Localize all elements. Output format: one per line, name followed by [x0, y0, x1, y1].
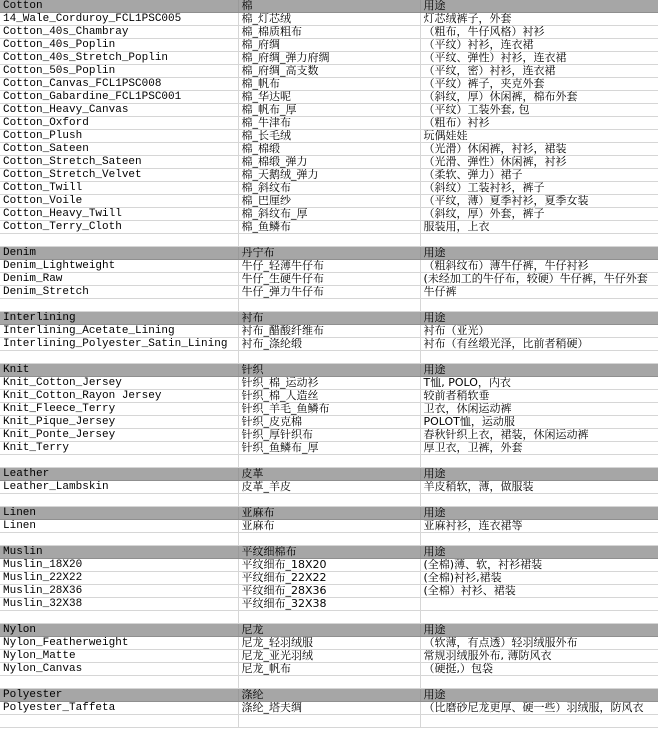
- empty-cell[interactable]: [238, 715, 420, 728]
- cell-english-name[interactable]: Knit_Pique_Jersey: [0, 416, 238, 429]
- cell-use[interactable]: （光滑）休闲裤，衬衫，裙装: [420, 143, 658, 156]
- cell-chinese-name[interactable]: 针织_皮克棉: [238, 416, 420, 429]
- section-header-row: [0, 689, 658, 702]
- section-name-en[interactable]: Linen: [0, 507, 238, 520]
- cell-chinese-name[interactable]: 针织_羊毛_鱼鳞布: [238, 403, 420, 416]
- table-row: [0, 429, 658, 442]
- cell-use[interactable]: （平纹）衬衫，连衣裙: [420, 39, 658, 52]
- cell-english-name[interactable]: Linen: [0, 520, 238, 533]
- empty-cell[interactable]: [238, 533, 420, 546]
- section-name-en[interactable]: Leather: [0, 468, 238, 481]
- table-row: [0, 598, 658, 611]
- table-row: [0, 663, 658, 676]
- section-use-header[interactable]: 用途: [420, 689, 658, 702]
- cell-english-name[interactable]: Knit_Cotton_Rayon Jersey: [0, 390, 238, 403]
- table-row: [0, 208, 658, 221]
- empty-cell[interactable]: [238, 494, 420, 507]
- cell-chinese-name[interactable]: 棉_天鹅绒_弹力: [238, 169, 420, 182]
- table-row: [0, 481, 658, 494]
- cell-use[interactable]: [420, 598, 658, 611]
- cell-use[interactable]: (全棉）衬衫、裙装: [420, 585, 658, 598]
- cell-english-name[interactable]: Cotton_Heavy_Twill: [0, 208, 238, 221]
- table-row: [0, 637, 658, 650]
- table-row: [0, 520, 658, 533]
- section-use-header[interactable]: 用途: [420, 468, 658, 481]
- empty-cell[interactable]: [238, 455, 420, 468]
- section-name-zh[interactable]: 衬布: [238, 312, 420, 325]
- empty-cell[interactable]: [420, 234, 658, 247]
- cell-english-name[interactable]: Knit_Terry: [0, 442, 238, 455]
- cell-english-name[interactable]: Cotton_Terry_Cloth: [0, 221, 238, 234]
- cell-english-name[interactable]: Denim_Raw: [0, 273, 238, 286]
- table-row: [0, 585, 658, 598]
- cell-english-name[interactable]: Cotton_Heavy_Canvas: [0, 104, 238, 117]
- cell-chinese-name[interactable]: 尼龙_帆布: [238, 663, 420, 676]
- cell-chinese-name[interactable]: 针织_棉_运动衫: [238, 377, 420, 390]
- table-row: [0, 52, 658, 65]
- empty-cell[interactable]: [420, 611, 658, 624]
- cell-chinese-name[interactable]: 棉_长毛绒: [238, 130, 420, 143]
- cell-use[interactable]: （粗布，牛仔风格）衬衫: [420, 26, 658, 39]
- cell-chinese-name[interactable]: 平纹细布_28X36: [238, 585, 420, 598]
- cell-chinese-name[interactable]: 尼龙_轻羽绒服: [238, 637, 420, 650]
- spacer-row: [0, 455, 658, 468]
- cell-english-name[interactable]: Knit_Cotton_Jersey: [0, 377, 238, 390]
- empty-cell[interactable]: [420, 715, 658, 728]
- cell-use[interactable]: (全棉)衬衫,裙装: [420, 572, 658, 585]
- cell-chinese-name[interactable]: 衬布_涤纶缎: [238, 338, 420, 351]
- cell-use[interactable]: 厚卫衣，卫裤，外套: [420, 442, 658, 455]
- table-row: [0, 78, 658, 91]
- section-name-en[interactable]: Nylon: [0, 624, 238, 637]
- cell-chinese-name[interactable]: 棉_巴厘纱: [238, 195, 420, 208]
- spacer-row: [0, 299, 658, 312]
- cell-english-name[interactable]: Cotton_Gabardine_FCL1PSC001: [0, 91, 238, 104]
- cell-english-name[interactable]: Knit_Ponte_Jersey: [0, 429, 238, 442]
- cell-use[interactable]: （软薄，有点透）轻羽绒服外布: [420, 637, 658, 650]
- spacer-row: [0, 351, 658, 364]
- cell-english-name[interactable]: Cotton_40s_Poplin: [0, 39, 238, 52]
- cell-chinese-name[interactable]: 棉_斜纹布: [238, 182, 420, 195]
- cell-english-name[interactable]: Muslin_32X38: [0, 598, 238, 611]
- table-row: [0, 26, 658, 39]
- empty-cell[interactable]: [0, 715, 238, 728]
- cell-chinese-name[interactable]: 皮革_羊皮: [238, 481, 420, 494]
- table-row: [0, 702, 658, 715]
- section-name-en[interactable]: Knit: [0, 364, 238, 377]
- cell-english-name[interactable]: Denim_Lightweight: [0, 260, 238, 273]
- table-row: [0, 442, 658, 455]
- section-use-header[interactable]: 用途: [420, 364, 658, 377]
- table-row: [0, 377, 658, 390]
- cell-chinese-name[interactable]: 针织_鱼鳞布_厚: [238, 442, 420, 455]
- cell-use[interactable]: （斜纹）工装衬衫，裤子: [420, 182, 658, 195]
- cell-use[interactable]: （平纹）工装外套, 包: [420, 104, 658, 117]
- empty-cell[interactable]: [238, 676, 420, 689]
- section-name-zh[interactable]: 棉: [238, 0, 420, 13]
- section-use-header[interactable]: 用途: [420, 312, 658, 325]
- cell-english-name[interactable]: Interlining_Acetate_Lining: [0, 325, 238, 338]
- cell-english-name[interactable]: Cotton_40s_Stretch_Poplin: [0, 52, 238, 65]
- cell-chinese-name[interactable]: 针织_厚针织布: [238, 429, 420, 442]
- table-row: [0, 390, 658, 403]
- table-row: [0, 169, 658, 182]
- cell-chinese-name[interactable]: 棉_棉缎_弹力: [238, 156, 420, 169]
- table-row: [0, 65, 658, 78]
- cell-chinese-name[interactable]: 平纹细布_18X20: [238, 559, 420, 572]
- table-row: [0, 559, 658, 572]
- cell-english-name[interactable]: Cotton_50s_Poplin: [0, 65, 238, 78]
- cell-chinese-name[interactable]: 涤纶_塔夫绸: [238, 702, 420, 715]
- empty-cell[interactable]: [420, 494, 658, 507]
- cell-chinese-name[interactable]: 牛仔_生硬牛仔布: [238, 273, 420, 286]
- cell-use[interactable]: 春秋针织上衣，裙装，休闲运动裤: [420, 429, 658, 442]
- cell-chinese-name[interactable]: 棉_牛津布: [238, 117, 420, 130]
- table-row: [0, 221, 658, 234]
- cell-use[interactable]: （光滑、弹性）休闲裤，衬衫: [420, 156, 658, 169]
- cell-use[interactable]: (未经加工的牛仔布，较硬）牛仔裤，牛仔外套: [420, 273, 658, 286]
- cell-chinese-name[interactable]: 棉_华达呢: [238, 91, 420, 104]
- cell-use[interactable]: （粗斜纹布）薄牛仔裤，牛仔衬衫: [420, 260, 658, 273]
- table-row: [0, 325, 658, 338]
- section-use-header[interactable]: 用途: [420, 624, 658, 637]
- section-header-row: [0, 468, 658, 481]
- cell-chinese-name[interactable]: 棉_府绸: [238, 39, 420, 52]
- cell-use[interactable]: 牛仔裤: [420, 286, 658, 299]
- spacer-row: [0, 234, 658, 247]
- cell-chinese-name[interactable]: 棉_棉缎: [238, 143, 420, 156]
- section-name-zh[interactable]: 针织: [238, 364, 420, 377]
- cell-use[interactable]: 玩偶娃娃: [420, 130, 658, 143]
- section-name-en[interactable]: Interlining: [0, 312, 238, 325]
- cell-chinese-name[interactable]: 棉_府绸_弹力府绸: [238, 52, 420, 65]
- cell-use[interactable]: POLOT恤，运动服: [420, 416, 658, 429]
- cell-english-name[interactable]: Nylon_Featherweight: [0, 637, 238, 650]
- cell-use[interactable]: （粗布）衬衫: [420, 117, 658, 130]
- cell-use[interactable]: （比磨砂尼龙更厚、硬一些）羽绒服，防风衣: [420, 702, 658, 715]
- section-header-row: [0, 312, 658, 325]
- cell-chinese-name[interactable]: 棉_灯芯绒: [238, 13, 420, 26]
- cell-use[interactable]: 羊皮稍软，薄，做服装: [420, 481, 658, 494]
- table-row: [0, 260, 658, 273]
- table-row: [0, 130, 658, 143]
- empty-cell[interactable]: [0, 351, 238, 364]
- cell-english-name[interactable]: Denim_Stretch: [0, 286, 238, 299]
- cell-use[interactable]: 服装用，上衣: [420, 221, 658, 234]
- table-row: [0, 338, 658, 351]
- table-row: [0, 104, 658, 117]
- cell-english-name[interactable]: Cotton_Sateen: [0, 143, 238, 156]
- empty-cell[interactable]: [0, 234, 238, 247]
- cell-use[interactable]: 衬布（有丝缎光泽，比前者稍硬）: [420, 338, 658, 351]
- cell-use[interactable]: 亚麻衬衫，连衣裙等: [420, 520, 658, 533]
- empty-cell[interactable]: [420, 676, 658, 689]
- cell-use[interactable]: 灯芯绒裤子，外套: [420, 13, 658, 26]
- cell-english-name[interactable]: Cotton_Twill: [0, 182, 238, 195]
- cell-english-name[interactable]: Cotton_Voile: [0, 195, 238, 208]
- table-row: [0, 13, 658, 26]
- section-use-header[interactable]: 用途: [420, 247, 658, 260]
- cell-english-name[interactable]: Interlining_Polyester_Satin_Lining: [0, 338, 238, 351]
- cell-chinese-name[interactable]: 亚麻布: [238, 520, 420, 533]
- cell-english-name[interactable]: Knit_Fleece_Terry: [0, 403, 238, 416]
- cell-use[interactable]: 衬布（亚光）: [420, 325, 658, 338]
- cell-english-name[interactable]: Muslin_18X20: [0, 559, 238, 572]
- section-use-header[interactable]: 用途: [420, 507, 658, 520]
- section-header-row: [0, 0, 658, 13]
- table-row: [0, 39, 658, 52]
- cell-english-name[interactable]: 14_Wale_Corduroy_FCL1PSC005: [0, 13, 238, 26]
- cell-use[interactable]: （柔软、弹力）裙子: [420, 169, 658, 182]
- empty-cell[interactable]: [0, 611, 238, 624]
- cell-english-name[interactable]: Cotton_40s_Chambray: [0, 26, 238, 39]
- empty-cell[interactable]: [238, 611, 420, 624]
- section-use-header[interactable]: 用途: [420, 546, 658, 559]
- cell-use[interactable]: 卫衣，休闲运动裤: [420, 403, 658, 416]
- table-row: [0, 572, 658, 585]
- cell-english-name[interactable]: Nylon_Canvas: [0, 663, 238, 676]
- cell-english-name[interactable]: Cotton_Stretch_Velvet: [0, 169, 238, 182]
- cell-chinese-name[interactable]: 牛仔_轻薄牛仔布: [238, 260, 420, 273]
- table-row: [0, 156, 658, 169]
- section-header-row: [0, 546, 658, 559]
- section-name-zh[interactable]: 尼龙: [238, 624, 420, 637]
- section-header-row: [0, 624, 658, 637]
- empty-cell[interactable]: [238, 299, 420, 312]
- empty-cell[interactable]: [0, 676, 238, 689]
- empty-cell[interactable]: [420, 455, 658, 468]
- cell-chinese-name[interactable]: 棉_帆布_厚: [238, 104, 420, 117]
- section-header-row: [0, 507, 658, 520]
- empty-cell[interactable]: [0, 533, 238, 546]
- cell-use[interactable]: 较前者稍软垂: [420, 390, 658, 403]
- table-row: [0, 403, 658, 416]
- cell-chinese-name[interactable]: 平纹细布_32X38: [238, 598, 420, 611]
- section-name-zh[interactable]: 丹宁布: [238, 247, 420, 260]
- spacer-row: [0, 533, 658, 546]
- cell-use[interactable]: (全棉)薄、软，衬衫裙装: [420, 559, 658, 572]
- cell-chinese-name[interactable]: 棉_棉质粗布: [238, 26, 420, 39]
- empty-cell[interactable]: [238, 351, 420, 364]
- table-row: [0, 195, 658, 208]
- cell-use[interactable]: （平纹）裤子，夹克外套: [420, 78, 658, 91]
- section-name-en[interactable]: Muslin: [0, 546, 238, 559]
- cell-english-name[interactable]: Cotton_Canvas_FCL1PSC008: [0, 78, 238, 91]
- cell-chinese-name[interactable]: 尼龙_亚光羽绒: [238, 650, 420, 663]
- cell-use[interactable]: T恤, POLO，内衣: [420, 377, 658, 390]
- cell-english-name[interactable]: Muslin_22X22: [0, 572, 238, 585]
- cell-chinese-name[interactable]: 针织_棉_人造丝: [238, 390, 420, 403]
- cell-use[interactable]: （斜纹，厚）外套，裤子: [420, 208, 658, 221]
- cell-chinese-name[interactable]: 棉_帆布: [238, 78, 420, 91]
- cell-chinese-name[interactable]: 棉_府绸_高支数: [238, 65, 420, 78]
- table-row: [0, 286, 658, 299]
- section-name-zh[interactable]: 平纹细棉布: [238, 546, 420, 559]
- empty-cell[interactable]: [0, 299, 238, 312]
- section-name-en[interactable]: Polyester: [0, 689, 238, 702]
- cell-chinese-name[interactable]: 棉_鱼鳞布: [238, 221, 420, 234]
- cell-use[interactable]: （硬挺,）包袋: [420, 663, 658, 676]
- section-name-zh[interactable]: 皮革: [238, 468, 420, 481]
- cell-english-name[interactable]: Leather_Lambskin: [0, 481, 238, 494]
- section-name-zh[interactable]: 涤纶: [238, 689, 420, 702]
- cell-english-name[interactable]: Cotton_Stretch_Sateen: [0, 156, 238, 169]
- cell-use[interactable]: 常规羽绒服外布, 薄防风衣: [420, 650, 658, 663]
- section-name-zh[interactable]: 亚麻布: [238, 507, 420, 520]
- table-row: [0, 91, 658, 104]
- section-name-en[interactable]: Denim: [0, 247, 238, 260]
- empty-cell[interactable]: [420, 351, 658, 364]
- cell-chinese-name[interactable]: 棉_斜纹布_厚: [238, 208, 420, 221]
- table-row: [0, 143, 658, 156]
- empty-cell[interactable]: [420, 533, 658, 546]
- spacer-row: [0, 611, 658, 624]
- cell-use[interactable]: （平纹，薄）夏季衬衫，夏季女装: [420, 195, 658, 208]
- cell-chinese-name[interactable]: 衬布_醋酸纤维布: [238, 325, 420, 338]
- spacer-row: [0, 676, 658, 689]
- spacer-row: [0, 494, 658, 507]
- cell-english-name[interactable]: Muslin_28X36: [0, 585, 238, 598]
- cell-use[interactable]: （斜纹，厚）休闲裤，棉布外套: [420, 91, 658, 104]
- cell-english-name[interactable]: Nylon_Matte: [0, 650, 238, 663]
- section-header-row: [0, 364, 658, 377]
- cell-english-name[interactable]: Cotton_Oxford: [0, 117, 238, 130]
- table-row: [0, 117, 658, 130]
- empty-cell[interactable]: [238, 234, 420, 247]
- cell-use[interactable]: （平纹，密）衬衫，连衣裙: [420, 65, 658, 78]
- empty-cell[interactable]: [420, 299, 658, 312]
- table-row: [0, 650, 658, 663]
- section-header-row: [0, 247, 658, 260]
- cell-chinese-name[interactable]: 平纹细布_22X22: [238, 572, 420, 585]
- spacer-row: [0, 715, 658, 728]
- cell-use[interactable]: （平纹、弹性）衬衫，连衣裙: [420, 52, 658, 65]
- section-use-header[interactable]: 用途: [420, 0, 658, 13]
- cell-english-name[interactable]: Polyester_Taffeta: [0, 702, 238, 715]
- cell-english-name[interactable]: Cotton_Plush: [0, 130, 238, 143]
- empty-cell[interactable]: [0, 455, 238, 468]
- table-row: [0, 182, 658, 195]
- table-row: [0, 273, 658, 286]
- cell-chinese-name[interactable]: 牛仔_弹力牛仔布: [238, 286, 420, 299]
- table-row: [0, 416, 658, 429]
- section-name-en[interactable]: Cotton: [0, 0, 238, 13]
- empty-cell[interactable]: [0, 494, 238, 507]
